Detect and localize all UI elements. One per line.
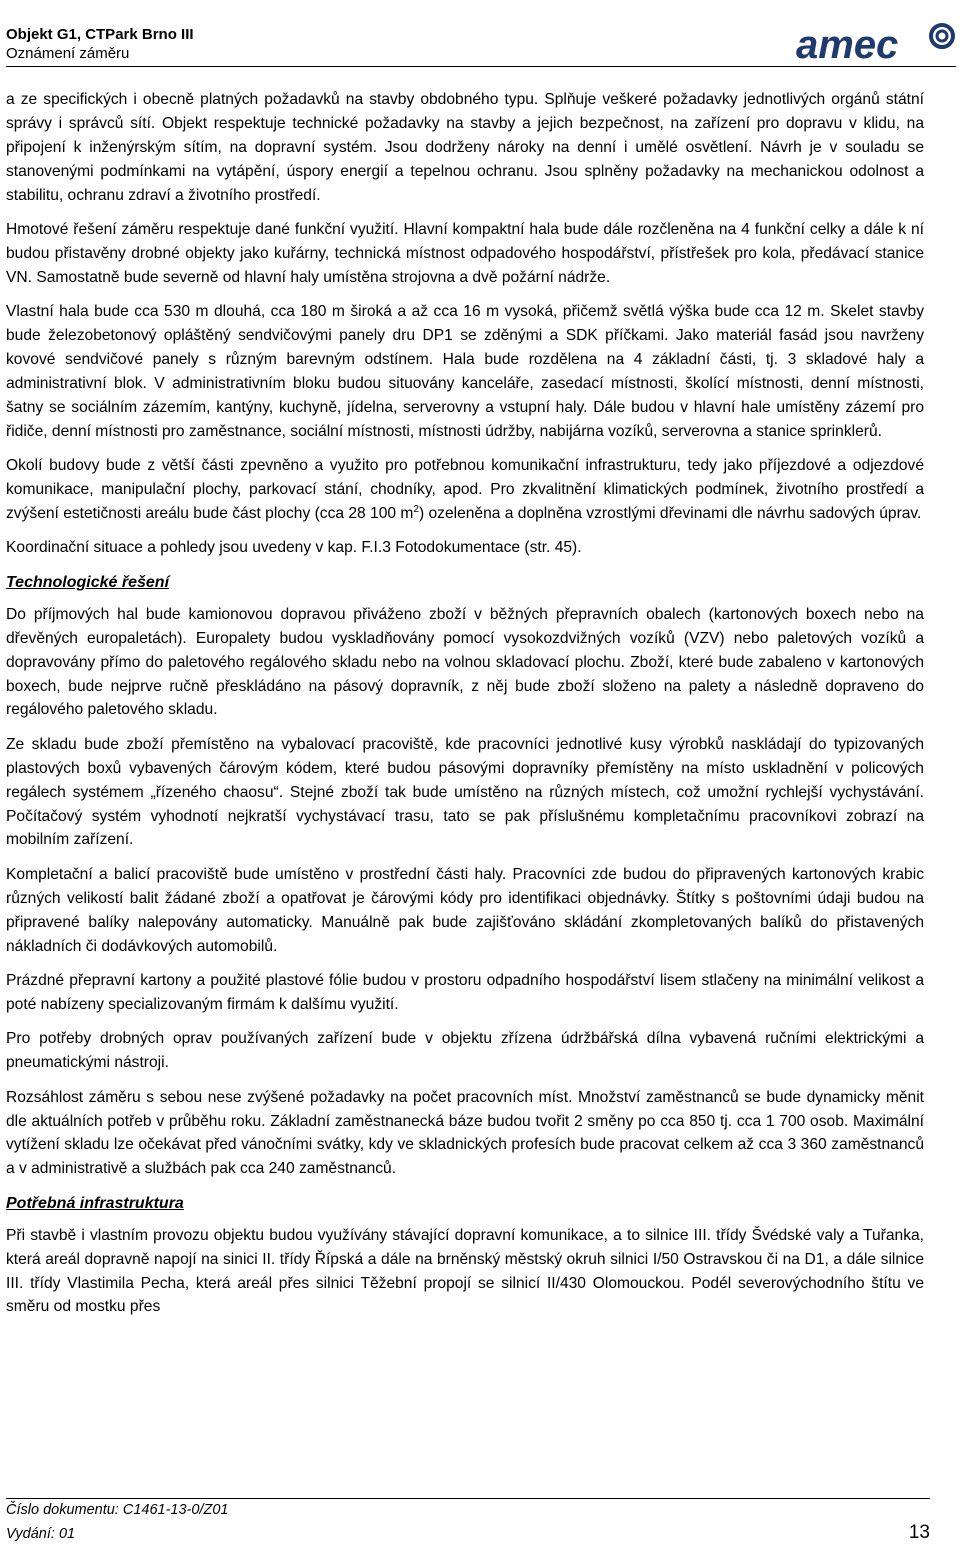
document-subtitle: Oznámení záměru <box>6 45 130 62</box>
paragraph: Vlastní hala bude cca 530 m dlouhá, cca 180 m široká a až cca 16 m vysoká, přičemž světlá výška bude cca 12 m. Skelet stavby bude železobetonový opláštěný sendvičovými panely dru DP1 se zděnými a SDK příčkami. Jako materiál fasád jsou navrženy kovové sendvičové panely s různým barevným odstínem. Hala bude rozdělena na 4 základní části, tj. 3 skladové haly a administrativní blok. V administrativním bloku budou situovány kanceláře, zasedací místnosti, školící místnosti, denní místnosti, šatny se sociálním zázemím, kantýny, kuchyně, jídelna, serverovny a vstupní haly. Dále budou v hlavní hale umístěny zázemí pro řidiče, denní místnosti pro zaměstnance, sociální místnosti, místnosti údržby, nabijárna vozíků, serverovna a stanice sprinklerů. <box>6 303 924 440</box>
footer-rule <box>6 1498 930 1499</box>
document-body <box>6 88 924 1330</box>
paragraph: Do příjmových hal bude kamionovou dopravou přiváženo zboží v běžných přepravních obalech (kartonových boxech nebo na dřevěných europaletách). Europalety budou vyskladňovány pomocí vysokozdvižných vozíků (VZV) nebo paletových vozíků a dopravovány přímo do paletového regálového skladu nebo na volnou skladovací plochu. Zboží, které bude zabaleno v kartonových boxech, bude nejprve ručně přeskládáno na pásový dopravník, z něj bude zboží složeno na palety a následně dopraveno do regálového paletového skladu. <box>6 605 924 719</box>
paragraph: a ze specifických i obecně platných požadavků na stavby obdobného typu. Splňuje veškeré požadavky jednotlivých orgánů státní správy i správců sítí. Objekt respektuje technické požadavky na stavby a jejich bezpečnost, na zařízení pro dopravu v klidu, na připojení k inženýrským sítím, na dopravní systém. Jsou dodrženy nároky na denní i umělé osvětlení. Návrh je v souladu se stanovenými podmínkami na vytápění, úspory energií a tepelnou ochranu. Jsou splněny požadavky na mechanickou odolnost a stabilitu, ochranu zdraví a životního prostředí. <box>6 91 924 204</box>
document-number: Číslo dokumentu: C1461-13-0/Z01 <box>6 1502 229 1518</box>
paragraph: Při stavbě i vlastním provozu objektu budou využívány stávající dopravní komunikace, a to silnice III. třídy Švédské valy a Tuřanka, která areál dopravně napojí na sinici II. třídy Řípská a dále na brněnský městský okruh silnici I/50 Ostravskou či na D1, a dále silnice III. třídy Vlastimila Pecha, která areál přes silnici Těžební propojí se silnicí II/430 Olomouckou. Podél severovýchodního štítu ve směru od mostku přes <box>6 1226 924 1316</box>
paragraph: Kompletační a balicí pracoviště bude umístěno v prostřední části haly. Pracovníci zde budou do připravených kartonových krabic různých velikostí balit žádané zboží a opatřovat je čárovými kódy pro identifikaci objednávky. Štítky s poštovními údaji budou na připravené balíky nalepovány automaticky. Manuálně pak bude zajišťováno skládání zkompletovaných balíků do přistavených nákladních či dodávkových automobilů. <box>6 865 924 955</box>
paragraph: Rozsáhlost záměru s sebou nese zvýšené požadavky na počet pracovních míst. Množství zaměstnanců se bude dynamicky měnit dle aktuálních potřeb v průběhu roku. Základní zaměstnanecká báze budou tvořit 2 směny po cca 850 tj. cca 1 700 osob. Maximální vytížení skladu lze očekávat před vánočními svátky, kdy ve skladnických profesích bude pracovat celkem až cca 3 360 zaměstnanců a v administrativě a službách pak cca 240 zaměstnanců. <box>6 1088 924 1178</box>
amec-logo <box>796 22 956 64</box>
logo-wordmark: amec <box>796 23 899 64</box>
section-heading-infrastructure: Potřebná infrastruktura <box>6 1194 184 1212</box>
text-run: ) ozeleněna a doplněna vzrostlými dřevinami dle návrhu sadových úprav. <box>418 505 922 522</box>
page-header <box>6 22 956 68</box>
section-heading-technology: Technologické řešení <box>6 573 170 591</box>
page-footer <box>6 1498 930 1544</box>
paragraph: Hmotové řešení záměru respektuje dané funkční využití. Hlavní kompaktní hala bude dále rozčleněna na 4 funkční celky a dále k ní budou přistavěny drobné objekty jako kuřárny, technická místnost odpadového hospodářství, přístřešek pro kola, předávací stanice VN. Samostatně bude severně od hlavní haly umístěna strojovna a dvě požární nádrže. <box>6 221 924 286</box>
text-run: Okolí budovy bude z větší části zpevněno a využito pro potřebnou komunikační infrastrukturu, tedy jako příjezdové a odjezdové komunikace, manipulační plochy, parkovací stání, chodníky, apod. Pro zkvalitnění klimatických podmínek, životního prostředí a zvýšení estetičnosti areálu bude část plochy (cca 28 100 m <box>6 457 924 522</box>
paragraph: Ze skladu bude zboží přemístěno na vybalovací pracoviště, kde pracovníci jednotlivé kusy výrobků naskládají do typizovaných plastových boxů vybavených čárovým kódem, které budou pásovými dopravníky přemístěny na místo uskladnění v policových regálech systémem „řízeného chaosu“. Stejné zboží tak bude umístěno na různých místech, což umožní rychlejší vychystávání. Počítačový systém vyhodnotí nejkratší vychystávací trasu, tato se pak příslušnému kompletačnímu pracovníkovi zobrazí na mobilním zařízení. <box>6 735 924 849</box>
paragraph: Pro potřeby drobných oprav používaných zařízení bude v objektu zřízena údržbářská dílna vybavená ručními elektrickými a pneumatickými nástroji. <box>6 1030 924 1072</box>
paragraph-coordination: Koordinační situace a pohledy jsou uvedeny v kap. F.I.3 Fotodokumentace (str. 45). <box>6 539 582 557</box>
document-title: Objekt G1, CTPark Brno III <box>6 26 194 43</box>
paragraph-greenery <box>6 454 924 526</box>
superscript: 2 <box>413 503 419 515</box>
document-version: Vydání: 01 <box>6 1526 76 1542</box>
paragraph: Prázdné přepravní kartony a použité plastové fólie budou v prostoru odpadního hospodářství lisem stlačeny na minimální velikost a poté nabízeny specializovaným firmám k dalšímu využití. <box>6 972 924 1013</box>
logo-swirl-icon <box>931 25 953 47</box>
header-rule <box>6 66 956 67</box>
page-number: 13 <box>908 1522 930 1543</box>
